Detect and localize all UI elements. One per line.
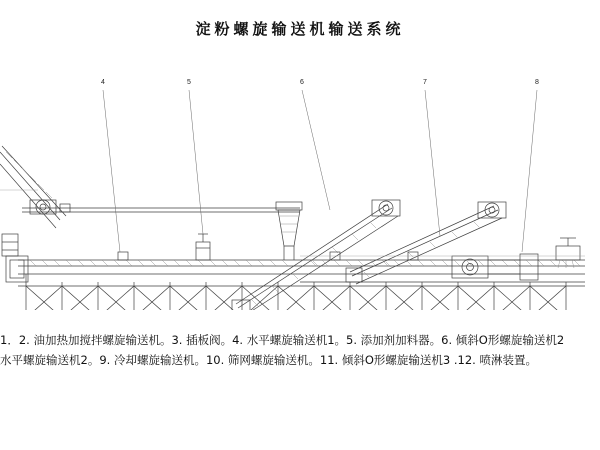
inclined-o-screw-conveyor-2 [232, 200, 400, 310]
horizontal-conveyor-1 [18, 208, 300, 274]
inclined-screw-conveyor-left [0, 146, 66, 228]
callout-number: 5 [187, 79, 191, 86]
oil-heating-mixer-unit [2, 234, 28, 282]
conveyor-detail-boxes [60, 204, 418, 260]
inclined-o-screw-conveyor-3 [346, 202, 506, 284]
legend-line-1: 1．2. 油加热加搅拌螺旋输送机。3. 插板阀。4. 水平螺旋输送机1。5. 添加剂加料器。6. 倾斜O形螺旋输送机2 [0, 333, 565, 347]
spray-device [556, 238, 580, 268]
callout-leader-lines [103, 90, 537, 252]
screening-screw-conveyor [452, 254, 538, 280]
slide-gate-valve [196, 234, 210, 260]
horizontal-conveyor-2 [300, 260, 585, 282]
callout-number: 7 [423, 79, 427, 86]
callout-number: 4 [101, 79, 105, 86]
conveyor-system-drawing [0, 60, 600, 310]
callout-number: 6 [300, 79, 304, 86]
callout-number: 8 [535, 79, 539, 86]
legend-line-2: 水平螺旋输送机2。9. 冷却螺旋输送机。10. 筛网螺旋输送机。11. 倾斜O形螺旋输送机3 .12. 喷淋装置。 [0, 353, 537, 367]
page-title: 淀粉螺旋输送机输送系统 [195, 20, 405, 38]
conveyor-flight-hatching [30, 260, 580, 266]
support-structure [18, 274, 585, 310]
additive-feeder-hopper [276, 202, 302, 260]
legend-block [0, 330, 600, 370]
